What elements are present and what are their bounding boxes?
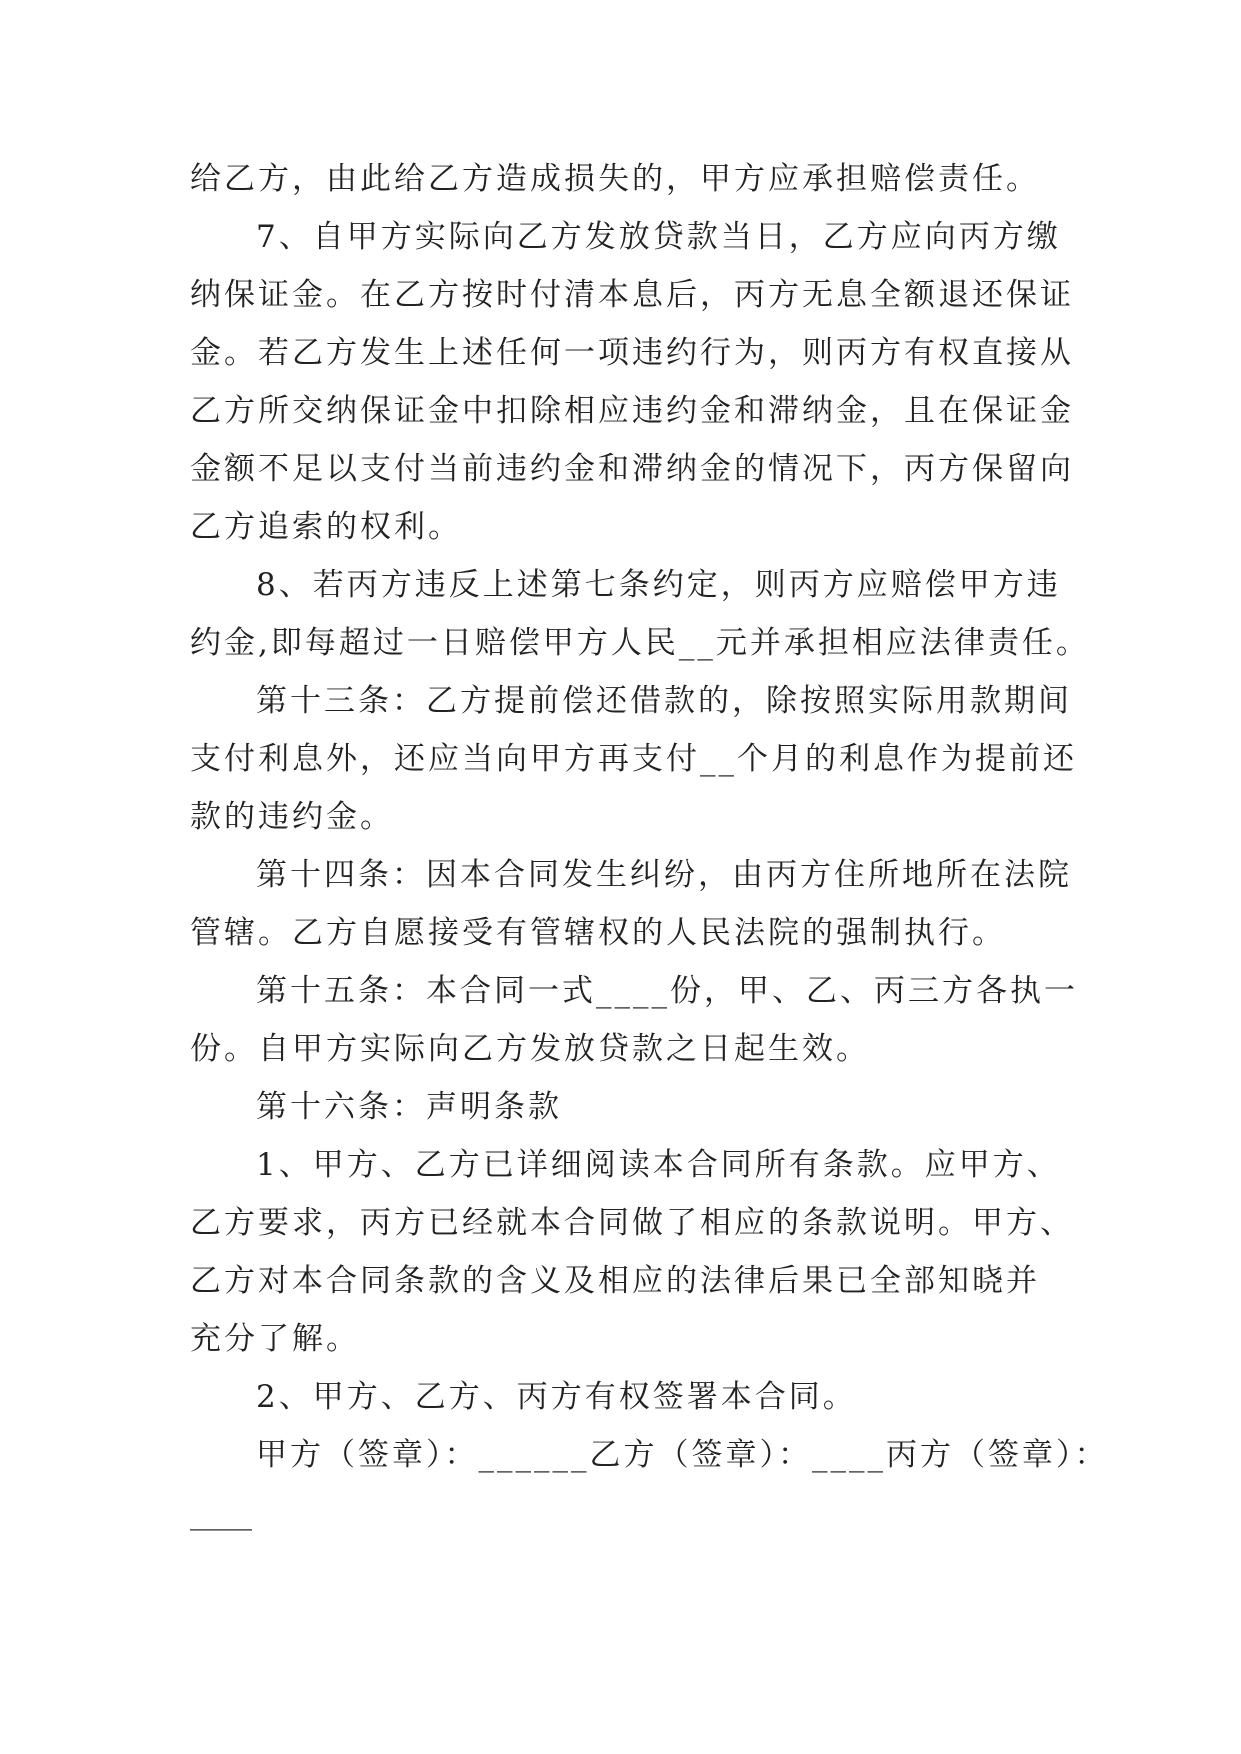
article-15-line: 第十五条：本合同一式____份，甲、乙、丙三方各执一 xyxy=(256,973,1078,1009)
paragraph-line: 金。若乙方发生上述任何一项违约行为，则丙方有权直接从 xyxy=(190,335,1074,371)
paragraph-line: 乙方所交纳保证金中扣除相应违约金和滞纳金，且在保证金 xyxy=(190,393,1074,429)
paragraph-line: 金额不足以支付当前违约金和滞纳金的情况下，丙方保留向 xyxy=(190,451,1074,487)
paragraph-line: 纳保证金。在乙方按时付清本息后，丙方无息全额退还保证 xyxy=(190,277,1074,313)
paragraph-line: 1、甲方、乙方已详细阅读本合同所有条款。应甲方、 xyxy=(256,1147,1061,1183)
paragraph-line: 8、若丙方违反上述第七条约定，则丙方应赔偿甲方违 xyxy=(256,567,1061,603)
article-16-heading: 第十六条：声明条款 xyxy=(256,1089,562,1125)
paragraph-line: 给乙方，由此给乙方造成损失的，甲方应承担赔偿责任。 xyxy=(190,161,1040,197)
paragraph-line: 充分了解。 xyxy=(190,1321,360,1357)
paragraph-line: 份。自甲方实际向乙方发放贷款之日起生效。 xyxy=(190,1031,870,1067)
paragraph-line: 2、甲方、乙方、丙方有权签署本合同。 xyxy=(256,1379,857,1415)
article-14-line: 第十四条：因本合同发生纠纷，由丙方住所地所在法院 xyxy=(256,857,1072,893)
paragraph-line: 管辖。乙方自愿接受有管辖权的人民法院的强制执行。 xyxy=(190,915,1006,951)
paragraph-line: 款的违约金。 xyxy=(190,799,394,835)
signature-line: 甲方（签章）：______乙方（签章）：____丙方（签章）： xyxy=(256,1437,1109,1473)
article-13-line: 第十三条：乙方提前偿还借款的，除按照实际用款期间 xyxy=(256,683,1072,719)
paragraph-line: 约金,即每超过一日赔偿甲方人民__元并承担相应法律责任。 xyxy=(190,625,1090,661)
paragraph-line: 支付利息外，还应当向甲方再支付__个月的利息作为提前还 xyxy=(190,741,1077,777)
paragraph-line: 乙方追索的权利。 xyxy=(190,509,462,545)
paragraph-line: 乙方对本合同条款的含义及相应的法律后果已全部知晓并 xyxy=(190,1263,1040,1299)
paragraph-line: 7、自甲方实际向乙方发放贷款当日，乙方应向丙方缴 xyxy=(256,219,1061,255)
signature-blank: ____ xyxy=(190,1495,252,1531)
document-page xyxy=(190,150,1109,1542)
paragraph-line: 乙方要求，丙方已经就本合同做了相应的条款说明。甲方、 xyxy=(190,1205,1074,1241)
